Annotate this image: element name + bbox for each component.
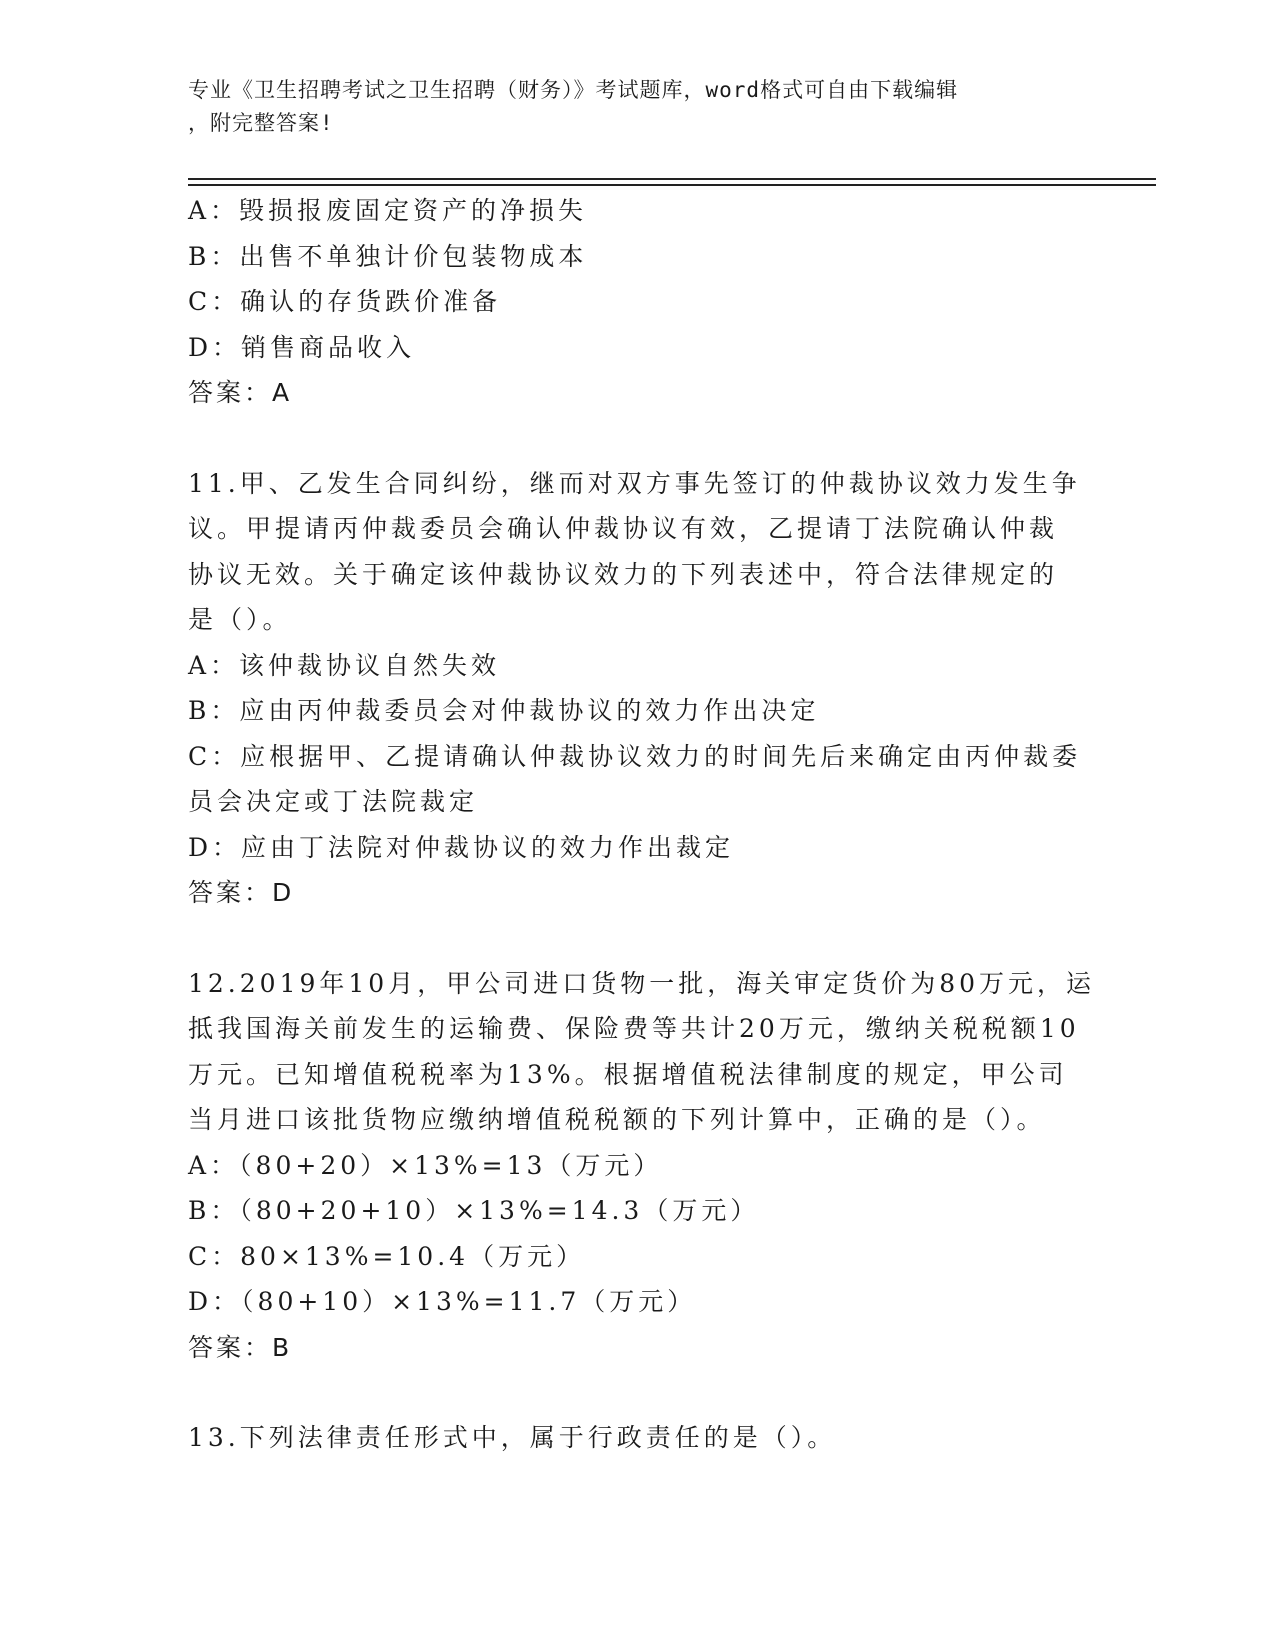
option-d: D：销售商品收入	[188, 332, 416, 362]
option-a: A：（80+20）×13%=13（万元）	[188, 1150, 663, 1180]
option-a: A：毁损报废固定资产的净损失	[188, 196, 588, 225]
stem-line: 11.甲、乙发生合同纠纷，继而对双方事先签订的仲裁协议效力发生争	[188, 468, 1081, 498]
stem-line: 抵我国海关前发生的运输费、保险费等共计20万元，缴纳关税税额10	[188, 1014, 1080, 1043]
option-b: B：出售不单独计价包装物成本	[188, 241, 588, 271]
question-stem	[188, 461, 1088, 643]
stem-line: 议。甲提请丙仲裁委员会确认仲裁协议有效，乙提请丁法院确认仲裁	[188, 514, 1059, 543]
stem-line: 协议无效。关于确定该仲裁协议效力的下列表述中，符合法律规定的	[188, 559, 1059, 589]
question-stem	[188, 961, 1096, 1143]
answer-label: 答案：B	[188, 1332, 293, 1362]
question-10	[188, 188, 1088, 416]
header-divider-bottom	[188, 184, 1156, 186]
answer-label: 答案：D	[188, 878, 295, 907]
option-b: B：应由丙仲裁委员会对仲裁协议的效力作出决定	[188, 696, 820, 725]
question-13	[188, 1415, 1088, 1461]
option-d: D：（80+10）×13%=11.7（万元）	[188, 1287, 697, 1316]
answer-label: 答案：A	[188, 378, 293, 407]
option-c: C：应根据甲、乙提请确认仲裁协议效力的时间先后来确定由丙仲裁委	[188, 741, 1082, 771]
document-header	[188, 74, 1088, 140]
stem-line: 12.2019年10月，甲公司进口货物一批，海关审定货价为80万元，运	[188, 968, 1096, 998]
option-c: C：确认的存货跌价准备	[188, 287, 502, 316]
question-stem	[188, 1415, 1088, 1461]
stem-line: 当月进口该批货物应缴纳增值税税额的下列计算中，正确的是（）。	[188, 1105, 1046, 1134]
question-12	[188, 961, 1096, 1371]
option-d: D：应由丁法院对仲裁协议的效力作出裁定	[188, 832, 735, 862]
stem-line: 是（）。	[188, 605, 292, 634]
question-list	[188, 188, 1096, 1461]
stem-line: 13.下列法律责任形式中，属于行政责任的是（）。	[188, 1423, 837, 1452]
header-divider-top	[188, 178, 1156, 180]
stem-line: 万元。已知增值税税率为13%。根据增值税法律制度的规定，甲公司	[188, 1059, 1068, 1089]
question-11	[188, 461, 1088, 916]
option-b: B：（80+20+10）×13%=14.3（万元）	[188, 1196, 760, 1225]
header-line-2: ，附完整答案!	[188, 111, 334, 135]
option-a: A：该仲裁协议自然失效	[188, 650, 501, 680]
header-line-1: 专业《卫生招聘考试之卫生招聘（财务）》考试题库，word格式可自由下载编辑	[188, 78, 959, 102]
option-c: C：80×13%=10.4（万元）	[188, 1241, 586, 1271]
option-c-continued: 员会决定或丁法院裁定	[188, 787, 479, 816]
